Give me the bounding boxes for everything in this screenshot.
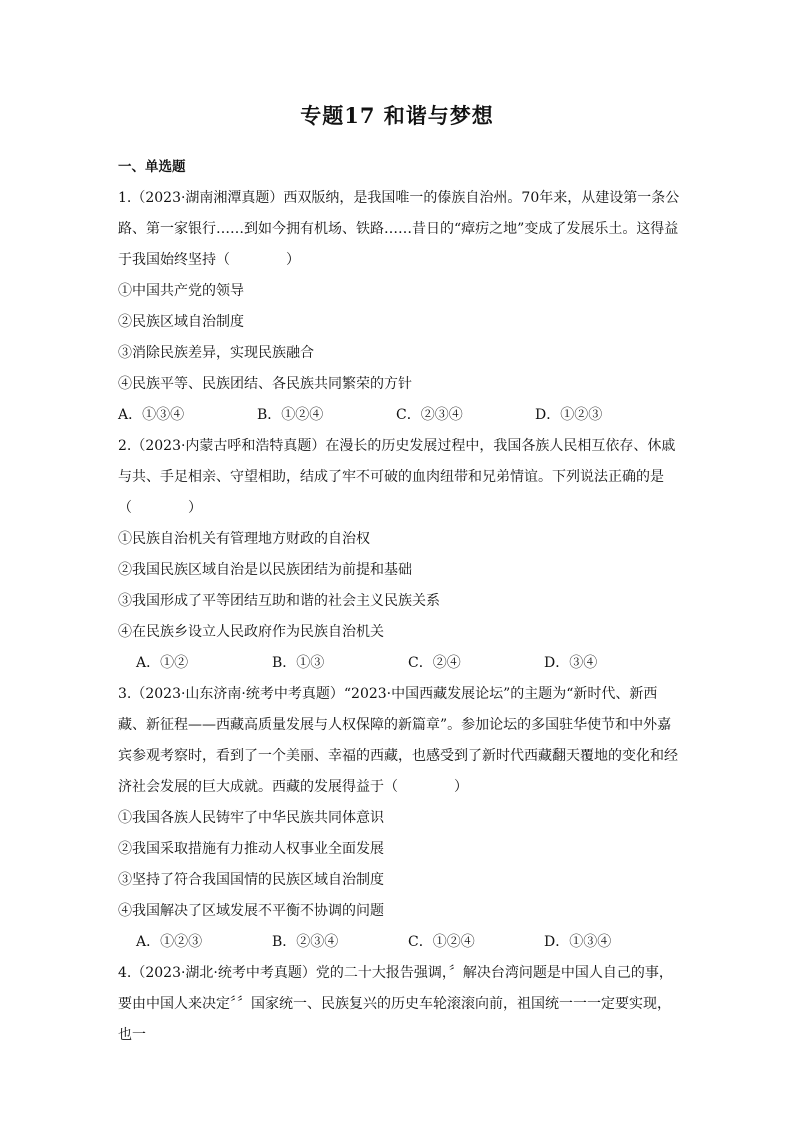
statement-option: ③坚持了符合我国国情的民族区域自治制度 — [118, 872, 384, 888]
statement-option: ④民族平等、民族团结、各民族共同繁荣的方针 — [118, 376, 412, 392]
page-title: 专题17 和谐与梦想 — [300, 103, 494, 128]
statement-option: ②我国民族区域自治是以民族团结为前提和基础 — [118, 562, 412, 578]
question-stem: 2.（2023·内蒙古呼和浩特真题）在漫长的历史发展过程中，我国各族人民相互依存、休戚与共、手足相亲、守望相助，结成了牢不可破的血肉纽带和兄弟情谊。下列说法正确的是（ ） — [118, 438, 676, 516]
statement-option: ④我国解决了区域发展不平衡不协调的问题 — [118, 903, 384, 919]
question-2 — [118, 431, 680, 679]
section-heading: 一、单选题 — [118, 159, 186, 175]
choice-d: D．③④ — [544, 655, 598, 671]
statement-option: ③我国形成了平等团结互助和谐的社会主义民族关系 — [118, 593, 440, 609]
choice-d: D．①②③ — [535, 407, 603, 423]
choice-d: D．①③④ — [544, 934, 612, 950]
question-list — [118, 157, 680, 1051]
question-3 — [118, 679, 680, 958]
statement-option: ①民族自治机关有管理地方财政的自治权 — [118, 531, 370, 547]
question-stem: 1.（2023·湖南湘潭真题）西双版纳，是我国唯一的傣族自治州。70年来，从建设第一条公路、第一家银行……到如今拥有机场、铁路……昔日的“瘴疠之地”变成了发展乐土。这得益于我国始终坚持（ ） — [118, 190, 680, 268]
choice-c: C．②④ — [408, 655, 461, 671]
answer-choices — [118, 648, 680, 679]
statement-option: ①中国共产党的领导 — [118, 283, 244, 299]
question-stem: 4.（2023·湖北·统考中考真题）党的二十大报告强调，〞解决台湾问题是中国人自己的事，要由中国人来决定〞〞国家统一、民族复兴的历史车轮滚滚向前，祖国统一一一定要实现，也一 — [118, 965, 673, 1043]
choice-b: B．②③④ — [272, 934, 339, 950]
choice-c: C．②③④ — [396, 407, 463, 423]
question-4 — [118, 958, 680, 1051]
answer-choices — [118, 400, 680, 431]
question-stem: 3.（2023·山东济南·统考中考真题）“2023·中国西藏发展论坛”的主题为“新时代、新西藏、新征程——西藏高质量发展与人权保障的新篇章”。参加论坛的多国驻华使节和中外嘉宾参观考察时，看到了一个美丽、幸福的西藏，也感受到了新时代西藏翻天覆地的变化和经济社会发展的巨大成就。西藏的发展得益于（ ） — [118, 686, 678, 795]
choice-a: A．①② — [136, 655, 189, 671]
choice-a: A．①③④ — [118, 407, 185, 423]
statement-option: ③消除民族差异，实现民族融合 — [118, 345, 314, 361]
answer-choices — [118, 927, 680, 958]
statement-option: ④在民族乡设立人民政府作为民族自治机关 — [118, 624, 384, 640]
choice-a: A．①②③ — [136, 934, 203, 950]
choice-c: C．①②④ — [408, 934, 475, 950]
statement-option: ②民族区域自治制度 — [118, 314, 244, 330]
statement-option: ①我国各族人民铸牢了中华民族共同体意识 — [118, 810, 384, 826]
choice-b: B．①③ — [272, 655, 325, 671]
question-1 — [118, 183, 680, 431]
choice-b: B．①②④ — [257, 407, 324, 423]
statement-option: ②我国采取措施有力推动人权事业全面发展 — [118, 841, 384, 857]
